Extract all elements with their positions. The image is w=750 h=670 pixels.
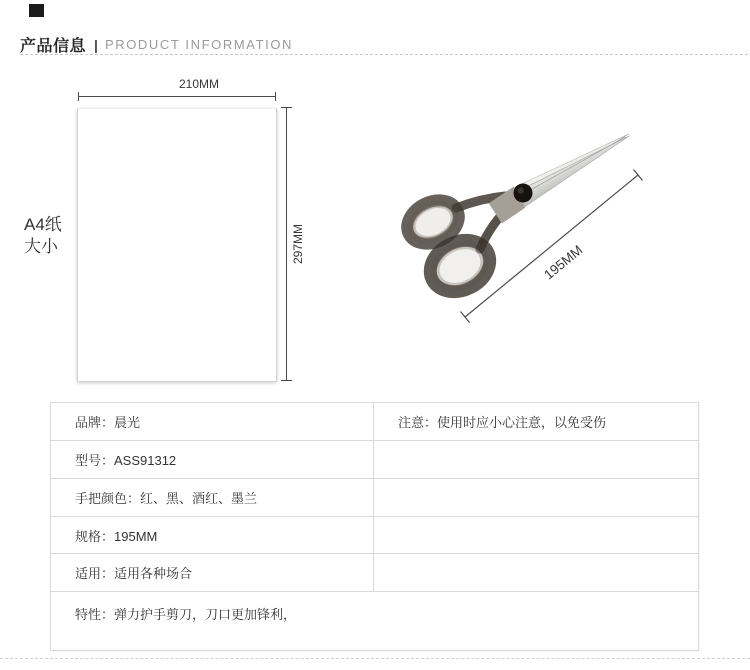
section-title-en: PRODUCT INFORMATION [104, 37, 294, 52]
height-dimension-label: 297MM [291, 223, 305, 265]
a4-size-label-line2: 大小 [24, 237, 58, 256]
table-row [51, 517, 698, 554]
spec-notice: 注意：使用时应小心注意，以免受伤 [398, 415, 607, 430]
width-dimension-label: 210MM [178, 77, 220, 91]
width-dimension [78, 77, 276, 101]
spec-features: 特性：弹力护手剪刀，刀口更加锋利， [75, 607, 297, 622]
a4-size-label [24, 214, 62, 258]
dimension-tick [78, 92, 79, 101]
pivot-screw [514, 184, 533, 203]
width-dimension-line [78, 96, 276, 97]
spec-model: 型号：ASS91312 [51, 441, 374, 478]
a4-paper-sheet [77, 108, 277, 382]
spec-handle-colors: 手把颜色：红、黑、酒红、墨兰 [51, 479, 374, 516]
dimension-tick [281, 380, 292, 381]
dimension-tick [275, 92, 276, 101]
scissors-blades [487, 127, 637, 224]
height-dimension [281, 107, 305, 381]
dimension-tick [281, 107, 292, 108]
length-dimension-label: 195MM [541, 242, 586, 283]
bottom-dashed-divider [0, 658, 750, 659]
scissors-blade-bottom [517, 133, 636, 207]
section-header [20, 33, 293, 56]
table-row [51, 403, 698, 441]
table-row [51, 479, 698, 517]
table-row [51, 592, 698, 649]
spec-size: 规格：195MM [51, 517, 374, 553]
spec-brand: 品牌：晨光 [51, 403, 374, 440]
corner-black-mark [29, 4, 44, 17]
table-row [51, 554, 698, 592]
height-dimension-line [286, 107, 287, 381]
spec-usage: 适用：适用各种场合 [51, 554, 374, 591]
a4-size-label-line1: A4纸 [24, 215, 62, 234]
top-dashed-divider [20, 54, 748, 55]
scissors-illustration [370, 110, 660, 330]
section-title-separator: | [94, 36, 98, 53]
section-title-cn: 产品信息 [20, 38, 87, 55]
table-row [51, 441, 698, 479]
spec-table [50, 402, 699, 651]
